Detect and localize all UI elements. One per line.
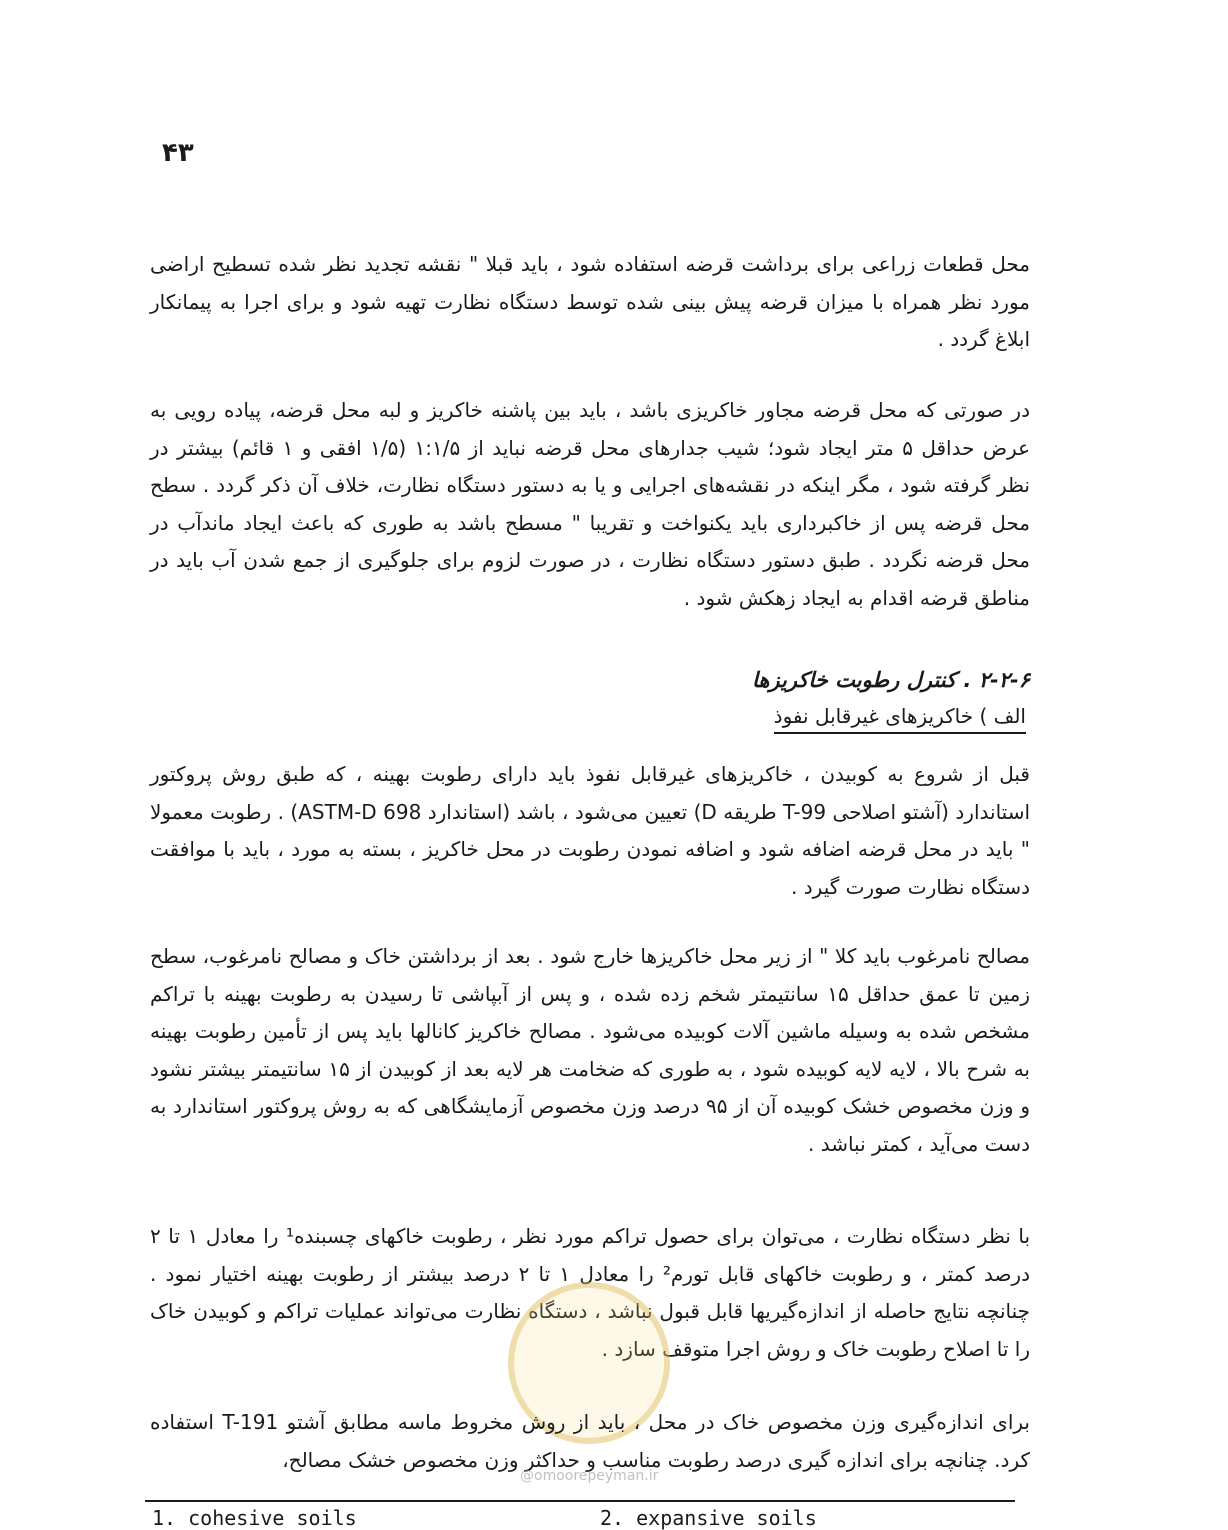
footnote-2: 2. expansive soils [600,1506,817,1530]
paragraph-2 [150,392,1030,617]
paragraph-text: برای اندازه‌گیری وزن مخصوص خاک در محل ، باید از روش مخروط ماسه مطابق آشتو T-191 استفاده کرد. چنانچه برای اندازه گیری درصد رطوبت مناسب و حداکثر وزن مخصوص خشک مصالح، [150,1410,1030,1472]
watermark-text: @omoorepeyman.ir [520,1468,659,1484]
paragraph-3 [150,756,1030,906]
footnote-1: 1. cohesive soils [152,1506,357,1530]
paragraph-1 [150,246,1030,359]
page-number: ۴۳ [162,138,194,168]
paragraph-4 [150,938,1030,1163]
paragraph-text: با نظر دستگاه نظارت ، می‌توان برای حصول تراکم مورد نظر ، رطوبت خاکهای چسبنده¹ را معادل ۱ تا ۲ درصد کمتر ، و رطوبت خاکهای قابل تورم² را معادل ۱ تا ۲ درصد بیشتر از رطوبت بهینه اختیار نمود . چنانچه نتایج حاصله از اندازه‌گیریها قابل قبول نباشد ، دستگاه نظارت می‌تواند عملیات تراکم و کوبیدن خاک را تا اصلاح رطوبت خاک و روش اجرا متوقف سازد . [150,1224,1031,1361]
paragraph-text: مصالح نامرغوب باید کلا " از زیر محل خاکریزها خارج شود . بعد از برداشتن خاک و مصالح نامرغوب، سطح زمین تا عمق حداقل ۱۵ سانتیمتر شخم زده شده ، و پس از آبپاشی تا رسیدن به رطوبت بهینه با تراکم مشخص شده به وسیله ماشین آلات کوبیده می‌شود . مصالح خاکریز کانالها باید پس از تأمین رطوبت بهینه به شرح بالا ، لایه لایه کوبیده شود ، به طوری که ضخامت هر لایه بعد از کوبیدن از ۱۵ سانتیمتر بیشتر نشود و وزن مخصوص خشک کوبیده آن از ۹۵ درصد وزن مخصوص آزمایشگاهی که به روش پروکتور استاندارد به دست می‌آید ، کمتر نباشد . [150,944,1031,1156]
section-heading: ۲-۲-۶ . کنترل رطوبت خاکریزها [751,668,1030,692]
paragraph-text: قبل از شروع به کوبیدن ، خاکریزهای غیرقابل نفوذ باید دارای رطوبت بهینه ، که طبق روش پروکتور استاندارد (آشتو اصلاحی T-99 طریقه D) تعیین می‌شود ، باشد (استاندارد ASTM-D 698) . رطوبت معمولا " باید در محل قرضه اضافه شود و اضافه نمودن رطوبت در محل خاکریز ، بسته به مورد ، باید با موافقت دستگاه نظارت صورت گیرد . [150,762,1031,899]
paragraph-text: در صورتی که محل قرضه مجاور خاکریزی باشد ، باید بین پاشنه خاکریز و لبه محل قرضه، پیاده رویی به عرض حداقل ۵ متر ایجاد شود؛ شیب جدارهای محل قرضه نباید از ۱:۱/۵ (۱/۵ افقی و ۱ قائم) بیشتر در نظر گرفته شود ، مگر اینکه در نقشه‌های اجرایی و یا به دستور دستگاه نظارت، خلاف آن ذکر گردد . سطح محل قرضه پس از خاکبرداری باید یکنواخت و تقریبا " مسطح باشد به طوری که باعث ایجاد ماندآب در محل قرضه نگردد . طبق دستور دستگاه نظارت ، در صورت لزوم برای جلوگیری از جمع شدن آب باید در مناطق قرضه اقدام به ایجاد زهکش شود . [150,398,1030,610]
footnote-divider [145,1500,1015,1502]
paragraph-text: محل قطعات زراعی برای برداشت قرضه استفاده شود ، باید قبلا " نقشه تجدید نظر شده تسطیح اراضی مورد نظر همراه با میزان قرضه پیش بینی شده توسط دستگاه نظارت تهیه شود و برای اجرا به پیمانکار ابلاغ گردد . [150,252,1030,351]
subsection-heading: الف ) خاکریزهای غیرقابل نفوذ [774,704,1026,734]
